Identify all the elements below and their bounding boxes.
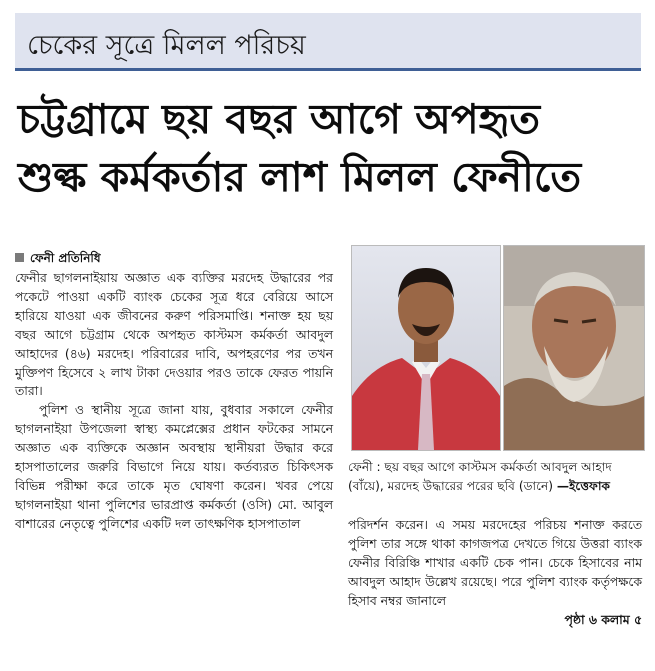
photo-caption [348, 458, 642, 495]
headline-line-1: চট্টগ্রামে ছয় বছর আগে অপহৃত [18, 95, 541, 143]
caption-text: ফেনী : ছয় বছর আগে কাস্টমস কর্মকর্তা আবদুল আহাদ (বাঁয়ে), মরদেহ উদ্ধারের পরের ছবি (ডানে) [348, 460, 612, 493]
photo-portrait [351, 245, 501, 451]
kicker-banner [15, 13, 641, 71]
article-column-right [348, 516, 642, 629]
byline-text: ফেনী প্রতিনিধি [30, 251, 101, 265]
article-paragraph: ফেনীর ছাগলনাইয়ায় অজ্ঞাত এক ব্যক্তির মরদেহ উদ্ধারের পর পকেটে পাওয়া একটি ব্যাংক চেকের সূত্র ধরে বেরিয়ে আসে হারিয়ে যাওয়া এক জীবনের করুণ পরিসমাপ্তি। শনাক্ত হয় ছয় বছর আগে চট্টগ্রাম থেকে অপহৃত কাস্টমস কর্মকর্তা আবদুল আহাদের (৪৬) মরদেহ। পরিবারের দাবি, অপহরণের পর তখন মুক্তিপণ হিসেবে ২ লাখ টাকা দেওয়ার পরও তাকে ফেরত পায়নি তারা। [15, 270, 333, 399]
article-paragraph: পুলিশ ও স্থানীয় সূত্রে জানা যায়, বুধবার সকালে ফেনীর ছাগলনাইয়া উপজেলা স্বাস্থ্য কমপ্লেক্সের প্রধান ফটকের সামনে অজ্ঞাত এক ব্যক্তিকে অজ্ঞান অবস্থায় স্থানীয়রা উদ্ধার করে হাসপাতালের জরুরি বিভাগে নিয়ে যায়। কর্তব্যরত চিকিৎসক বিভিন্ন পরীক্ষা করে তাকে মৃত ঘোষণা করেন। খবর পেয়ে ছাগলনাইয়া থানা পুলিশের ভারপ্রাপ্ত কর্মকর্তা (ওসি) মো. আবুল বাশারের নেতৃত্বে পুলিশের একটি দল তাৎক্ষণিক হাসপাতাল [15, 402, 333, 531]
article-column-left [15, 269, 333, 534]
continued-on-page: পৃষ্ঠা ৬ কলাম ৫ [564, 611, 642, 627]
article-paragraph: পরিদর্শন করেন। এ সময় মরদেহের পরিচয় শনাক্ত করতে পুলিশ তার সঙ্গে থাকা কাগজপত্র দেখতে গিয়ে উত্তরা ব্যাংক ফেনীর বিরিঞ্চি শাখার একটি চেক পান। চেকে হিসাবের নাম আবদুল আহাদ উল্লেখ রয়েছে। পরে পুলিশ ব্যাংক কর্তৃপক্ষকে হিসাব নম্বর জানালে [348, 517, 642, 608]
bullet-square-icon [15, 253, 24, 262]
photo-credit: —ইত্তেফাক [556, 478, 610, 493]
byline [15, 250, 101, 270]
headline [18, 90, 643, 206]
deceased-image [504, 246, 644, 450]
portrait-image [352, 246, 500, 450]
headline-line-2: শুল্ক কর্মকর্তার লাশ মিলল ফেনীতে [18, 153, 582, 201]
kicker-text: চেকের সূত্রে মিলল পরিচয় [27, 30, 306, 61]
photo-deceased [503, 245, 645, 451]
